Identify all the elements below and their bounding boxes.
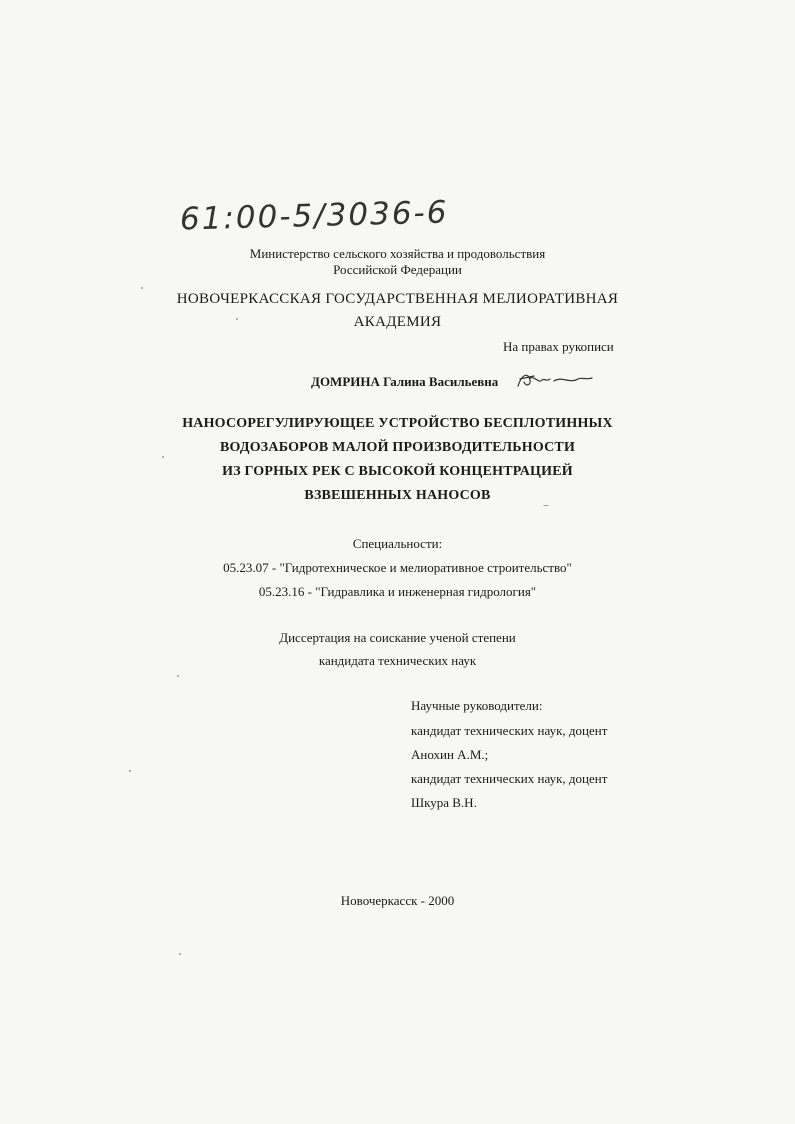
title-line-1: НАНОСОРЕГУЛИРУЮЩЕЕ УСТРОЙСТВО БЕСПЛОТИННЫХ (182, 416, 613, 431)
scan-speck (177, 675, 179, 677)
catalog-number-handwritten: 61:00-5/3036-6 (179, 194, 449, 238)
supervisor-1-degree: кандидат технических наук, доцент (411, 723, 608, 738)
title-line-3: ИЗ ГОРНЫХ РЕК С ВЫСОКОЙ КОНЦЕНТРАЦИЕЙ (222, 464, 573, 479)
academy-line-1: НОВОЧЕРКАССКАЯ ГОСУДАРСТВЕННАЯ МЕЛИОРАТИВНАЯ (176, 291, 619, 307)
scan-speck (129, 770, 131, 772)
rights-note: На правах рукописи (503, 339, 614, 354)
supervisors-heading: Научные руководители: (411, 698, 543, 713)
specialties-heading: Специальности: (352, 536, 443, 551)
specialty-item-1: 05.23.07 - "Гидротехническое и мелиоративное строительство" (223, 560, 572, 575)
title-line-4: ВЗВЕШЕННЫХ НАНОСОВ (304, 488, 491, 503)
supervisor-1-name: Анохин А.М.; (411, 747, 489, 762)
scan-speck (543, 505, 549, 506)
supervisor-2-degree: кандидат технических наук, доцент (411, 771, 608, 786)
footer-city-year: Новочеркасск - 2000 (340, 893, 455, 908)
supervisor-2-name: Шкура В.Н. (411, 795, 477, 810)
author-signature (514, 370, 594, 392)
specialty-item-2: 05.23.16 - "Гидравлика и инженерная гидрология" (258, 584, 537, 599)
academy-line-2: АКАДЕМИЯ (353, 314, 442, 330)
scan-speck (179, 953, 181, 955)
ministry-line-1: Министерство сельского хозяйства и продовольствия (249, 246, 546, 261)
dissertation-line-2: кандидата технических наук (318, 653, 477, 668)
ministry-line-2: Российской Федерации (333, 262, 462, 277)
dissertation-line-1: Диссертация на соискание ученой степени (279, 630, 516, 645)
scan-speck (162, 456, 164, 458)
author-name: ДОМРИНА Галина Васильевна (311, 374, 499, 389)
title-line-2: ВОДОЗАБОРОВ МАЛОЙ ПРОИЗВОДИТЕЛЬНОСТИ (219, 440, 576, 455)
scan-speck (141, 287, 143, 289)
scan-speck (236, 318, 238, 320)
